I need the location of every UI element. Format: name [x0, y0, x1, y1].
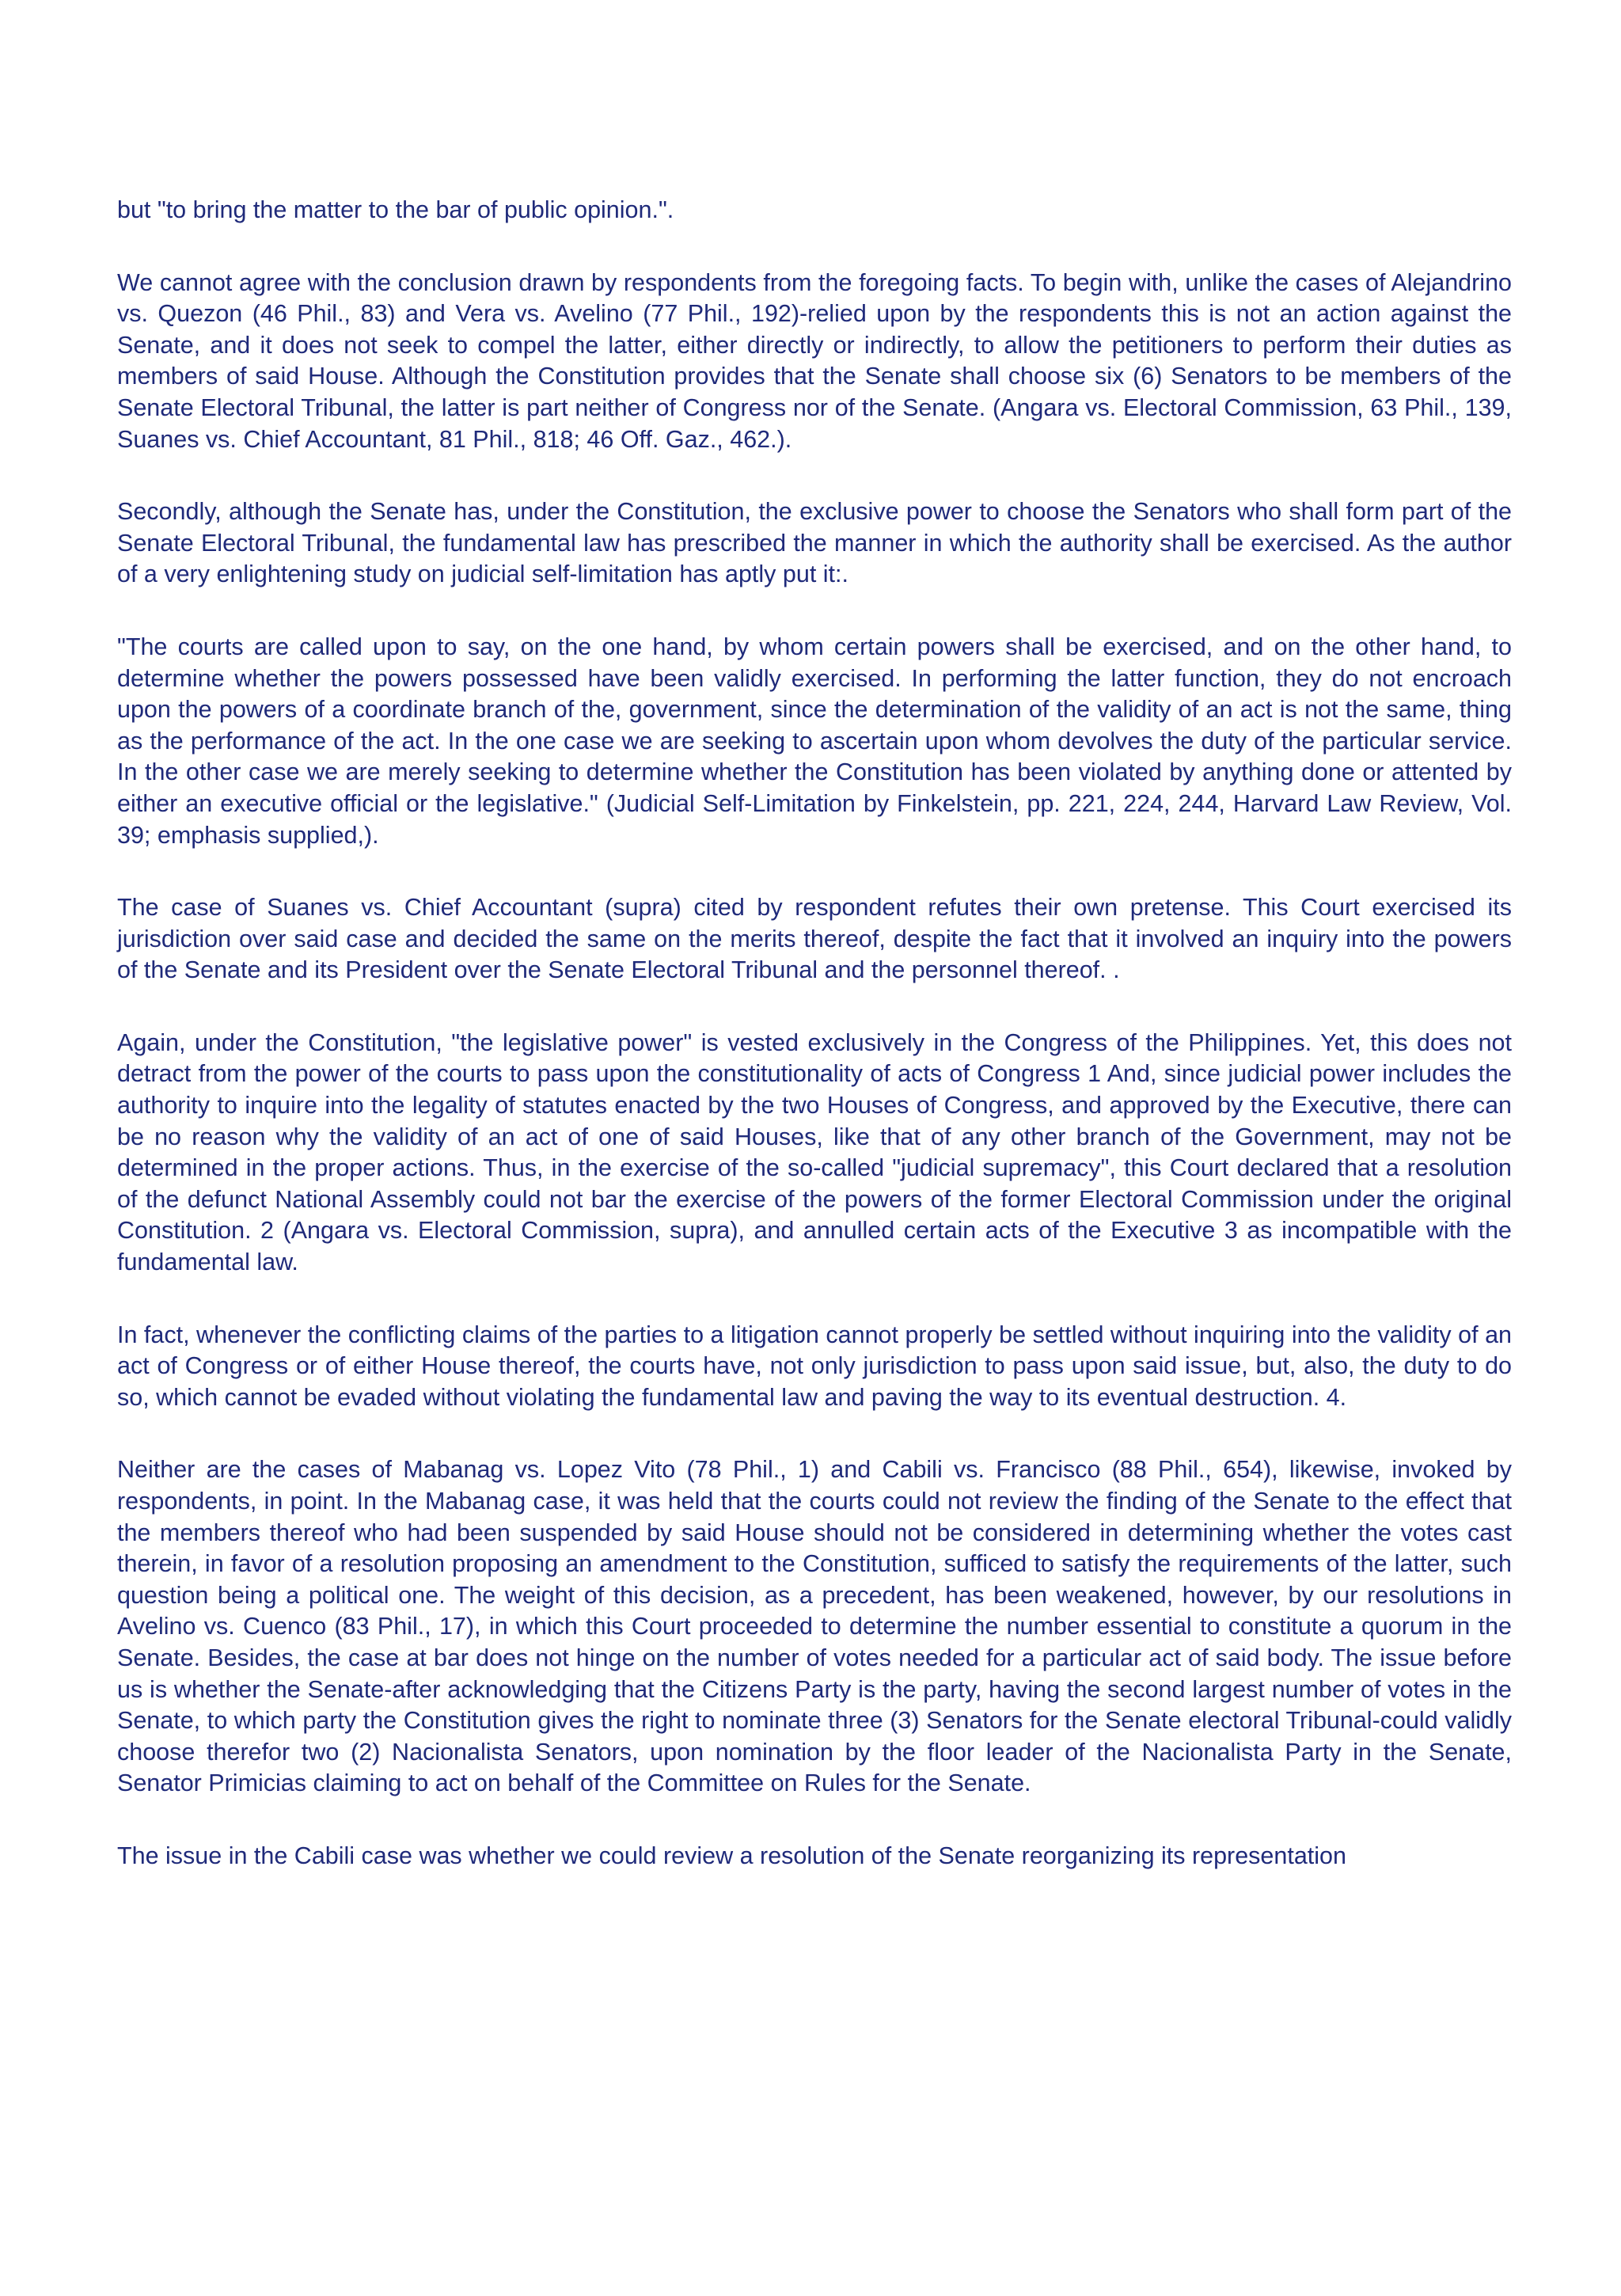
paragraph-7: In fact, whenever the conflicting claims of the parties to a litigation cannot properly be settled without inquiring into the validity of an act of Congress or of either House thereof, the courts have, not only jurisdiction to pass upon said issue, but, also, the duty to do so, which cannot be evaded without violating the fundamental law and paving the way to its eventual destruction. 4. — [117, 1321, 1512, 1411]
paragraph-5: The case of Suanes vs. Chief Accountant (supra) cited by respondent refutes their own pretense. This Court exercised its jurisdiction over said case and decided the same on the merits thereof, despite the fact that it involved an inquiry into the powers of the Senate and its President over the Senate Electoral Tribunal and the personnel thereof. . — [117, 894, 1512, 984]
document-page — [117, 195, 1512, 1872]
paragraph-4-quotation: "The courts are called upon to say, on the one hand, by whom certain powers shall be exercised, and on the other hand, to determine whether the powers possessed have been validly exercised. In performing the latter function, they do not encroach upon the powers of a coordinate branch of the, government, since the determination of the validity of an act is not the same, thing as the performance of the act. In the one case we are seeking to ascertain upon whom devolves the duty of the particular service. In the other case we are merely seeking to determine whether the Constitution has been violated by anything done or attented by either an executive official or the legislative." (Judicial Self-Limitation by Finkelstein, pp. 221, 224, 244, Harvard Law Review, Vol. 39; emphasis supplied,). — [117, 633, 1512, 849]
paragraph-3: Secondly, although the Senate has, under the Constitution, the exclusive power to choose the Senators who shall form part of the Senate Electoral Tribunal, the fundamental law has prescribed the manner in which the authority shall be exercised. As the author of a very enlightening study on judicial self-limitation has aptly put it:. — [117, 498, 1512, 588]
paragraph-6: Again, under the Constitution, "the legislative power" is vested exclusively in the Congress of the Philippines. Yet, this does not detract from the power of the courts to pass upon the constitutionality of acts of Congress 1 And, since judicial power includes the authority to inquire into the legality of statutes enacted by the two Houses of Congress, and approved by the Executive, there can be no reason why the validity of an act of one of said Houses, like that of any other branch of the Government, may not be determined in the proper actions. Thus, in the exercise of the so-called "judicial supremacy", this Court declared that a resolution of the defunct National Assembly could not bar the exercise of the powers of the former Electoral Commission under the original Constitution. 2 (Angara vs. Electoral Commission, supra), and annulled certain acts of the Executive 3 as incompatible with the fundamental law. — [117, 1028, 1512, 1276]
paragraph-8: Neither are the cases of Mabanag vs. Lopez Vito (78 Phil., 1) and Cabili vs. Francisco (88 Phil., 654), likewise, invoked by respondents, in point. In the Mabanag case, it was held that the courts could not review the finding of the Senate to the effect that the members thereof who had been suspended by said House should not be considered in determining whether the votes cast therein, in favor of a resolution proposing an amendment to the Constitution, sufficed to satisfy the requirements of the latter, such question being a political one. The weight of this decision, as a precedent, has been weakened, however, by our resolutions in Avelino vs. Cuenco (83 Phil., 17), in which this Court proceeded to determine the number essential to constitute a quorum in the Senate. Besides, the case at bar does not hinge on the number of votes needed for a particular act of said body. The issue before us is whether the Senate-after acknowledging that the Citizens Party is the party, having the second largest number of votes in the Senate, to which party the Constitution gives the right to nominate three (3) Senators for the Senate electoral Tribunal-could validly choose therefor two (2) Nacionalista Senators, upon nomination by the floor leader of the Nacionalista Party in the Senate, Senator Primicias claiming to act on behalf of the Committee on Rules for the Senate. — [117, 1456, 1512, 1797]
paragraph-1: but "to bring the matter to the bar of public opinion.". — [117, 196, 674, 223]
paragraph-9: The issue in the Cabili case was whether we could review a resolution of the Senate reorganizing its representation — [117, 1842, 1346, 1869]
paragraph-2: We cannot agree with the conclusion drawn by respondents from the foregoing facts. To begin with, unlike the cases of Alejandrino vs. Quezon (46 Phil., 83) and Vera vs. Avelino (77 Phil., 192)-relied upon by the respondents this is not an action against the Senate, and it does not seek to compel the latter, either directly or indirectly, to allow the petitioners to perform their duties as members of said House. Although the Constitution provides that the Senate shall choose six (6) Senators to be members of the Senate Electoral Tribunal, the latter is part neither of Congress nor of the Senate. (Angara vs. Electoral Commission, 63 Phil., 139, Suanes vs. Chief Accountant, 81 Phil., 818; 46 Off. Gaz., 462.). — [117, 268, 1512, 453]
